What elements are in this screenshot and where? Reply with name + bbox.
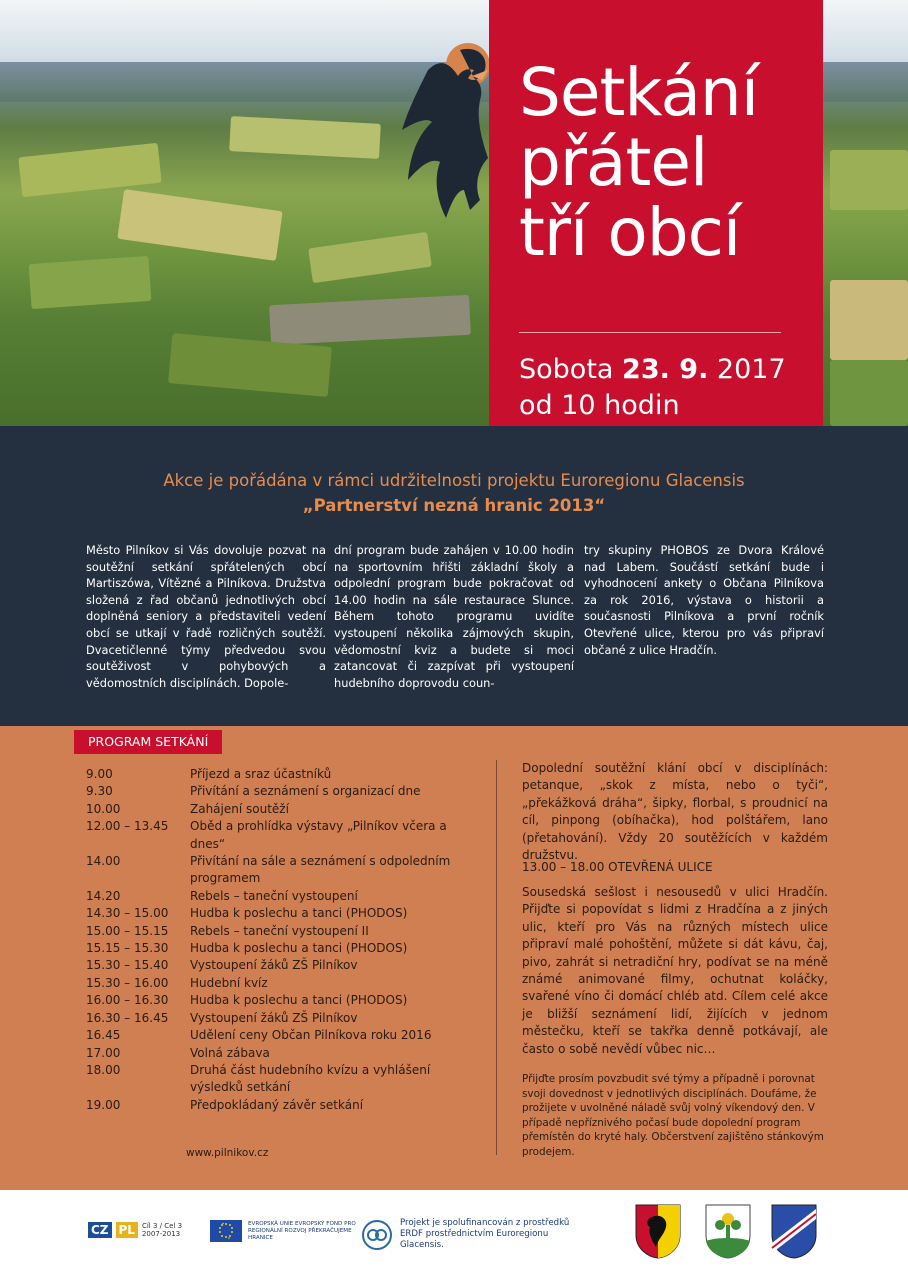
pilnikov-coat-of-arms-icon <box>634 1203 682 1259</box>
program-event: Vystoupení žáků ZŠ Pilníkov <box>190 958 358 973</box>
program-event: Přivítání na sále a seznámení s odpoledním programem <box>190 854 451 886</box>
program-row <box>86 766 466 783</box>
program-row <box>86 818 466 853</box>
program-time: 15.00 – 15.15 <box>86 923 169 938</box>
disciplines-text: Dopolední soutěžní klání obcí v disciplínách: petanque, „skok z místa, nebo o tyči“, „překážková dráha“, šipky, florbal, s proudnicí na cíl, pinpong (obíhačka), hod polštářem, lano (přetahování). Vždy 20 soutěžících v každém družstvu. <box>522 761 828 863</box>
program-row <box>86 905 466 922</box>
program-event: Volná zábava <box>190 1045 270 1060</box>
program-time: 14.00 <box>86 854 121 869</box>
eu-flag-icon <box>210 1220 242 1242</box>
program-time: 12.00 – 13.45 <box>86 819 169 834</box>
program-row <box>86 940 466 957</box>
column-divider <box>496 760 497 1155</box>
program-row <box>86 888 466 905</box>
title-divider <box>519 332 781 333</box>
subtitle-line-2: „Partnerství nezná hranic 2013“ <box>302 496 606 515</box>
event-title <box>519 54 823 271</box>
cz-mark: CZ <box>88 1222 112 1238</box>
program-row <box>86 1045 466 1062</box>
intro-column-3: try skupiny PHOBOS ze Dvora Králové nad Labem. Součástí setkání bude i vyhodnocení ankety o Občana Pilníkova za rok 2016, výstava o historii a současnosti Pilníkova a první ročník Otevřené ulice, kterou pro vás připraví občané z ulice Hradčín. <box>584 543 824 657</box>
program-row <box>86 992 466 1009</box>
program-time: 18.00 <box>86 1062 121 1077</box>
title-line-2: přátel <box>519 124 708 201</box>
website-link[interactable]: www.pilnikov.cz <box>186 1147 269 1159</box>
program-time: 16.45 <box>86 1028 121 1043</box>
program-event: Druhá část hudebního kvízu a vyhlášení výsledků setkání <box>190 1062 431 1095</box>
glacensis-circle-icon <box>362 1220 392 1250</box>
martiszowa-coat-of-arms-icon <box>770 1203 818 1259</box>
program-event: Hudební kvíz <box>190 975 268 990</box>
program-event: Rebels – taneční vystoupení II <box>190 923 369 938</box>
cz-pl-logo <box>88 1222 184 1238</box>
program-time: 10.00 <box>86 801 121 816</box>
intro-subtitle <box>0 468 908 518</box>
program-time: 9.00 <box>86 767 113 781</box>
program-row <box>86 975 466 992</box>
program-event: Přivítání a seznámení s organizací dne <box>190 784 421 799</box>
program-time: 15.30 – 15.40 <box>86 958 169 973</box>
program-time: 15.15 – 15.30 <box>86 941 169 956</box>
open-street-text: Sousedská sešlost i nesousedů v ulici Hradčín. Přijďte si popovídat s lidmi z Hradčína a z jiných ulic, kteří pro Vás na různých místech ulice připraví malé pohoštění, můžete si dát kávu, čaj, pivo, zahrát si netradiční hry, podívat se na méně známé animované filmy, ochutnat koláčky, svařené víno či domácí chléb atd. Cílem celé akce je bližší seznámení lidí, žijících v jednom městečku, kteří se takřka denně potkávají, ale často o sobě nevědí vůbec nic… <box>522 885 828 1056</box>
program-event: Hudba k poslechu a tanci (PHODOS) <box>190 993 408 1008</box>
program-event: Oběd a prohlídka výstavy „Pilníkov včera a dnes“ <box>190 819 447 851</box>
project-text: Projekt je spolufinancován z prostředků ERDF prostřednictvím Euroregionu Glacensis. <box>400 1218 570 1250</box>
eu-text: EVROPSKÁ UNIE EVROPSKÝ FOND PRO REGIONÁLNÍ ROZVOJ PŘEKRAČUJEME HRANICE <box>248 1220 356 1241</box>
event-time: od 10 hodin <box>519 390 680 421</box>
date-year: 2017 <box>716 354 786 385</box>
program-row <box>86 1010 466 1027</box>
program-row <box>86 1097 466 1114</box>
date-prefix: Sobota <box>519 354 614 385</box>
program-row <box>86 1062 466 1097</box>
eu-logo <box>210 1220 358 1242</box>
glacensis-logo <box>362 1218 580 1251</box>
title-line-1: Setkání <box>519 54 759 131</box>
program-row <box>86 783 466 800</box>
program-time: 17.00 <box>86 1045 121 1060</box>
pl-mark: PL <box>116 1222 138 1238</box>
program-row <box>86 923 466 940</box>
title-panel <box>489 0 823 446</box>
program-time: 14.20 <box>86 888 121 903</box>
date-day: 23. 9. <box>622 354 709 385</box>
open-street-heading: 13.00 – 18.00 OTEVŘENÁ ULICE <box>522 860 713 874</box>
program-time: 9.30 <box>86 784 113 799</box>
program-event: Hudba k poslechu a tanci (PHODOS) <box>190 906 408 921</box>
program-time: 16.30 – 16.45 <box>86 1010 169 1025</box>
program-time: 15.30 – 16.00 <box>86 975 169 990</box>
program-row <box>86 1027 466 1044</box>
program-time: 16.00 – 16.30 <box>86 993 169 1008</box>
event-date <box>519 352 786 424</box>
program-event: Rebels – taneční vystoupení <box>190 888 358 903</box>
program-time: 19.00 <box>86 1097 121 1112</box>
vitezna-coat-of-arms-icon <box>704 1203 752 1259</box>
title-line-3: tří obcí <box>519 194 741 271</box>
invitation-note: Přijďte prosím povzbudit své týmy a případně i porovnat svoji dovednost v jednotlivých disciplínách. Doufáme, že prožijete v uvolněné náladě svůj volný víkendový den. V případě nepříznivého počasí bude dopolední program přemístěn do kryté haly. Občerstvení zajištěno stánkovým prodejem. <box>522 1073 824 1158</box>
program-event: Příjezd a sraz účastníků <box>190 767 332 781</box>
program-tag: PROGRAM SETKÁNÍ <box>74 730 222 754</box>
program-event: Vystoupení žáků ZŠ Pilníkov <box>190 1010 358 1025</box>
program-event: Předpokládaný závěr setkání <box>190 1097 364 1112</box>
program-event: Hudba k poslechu a tanci (PHODOS) <box>190 941 408 956</box>
program-event: Udělení ceny Občan Pilníkova roku 2016 <box>190 1028 432 1043</box>
program-list <box>86 766 466 1114</box>
program-row <box>86 853 466 888</box>
czpl-caption: Cíl 3 / Cel 3 2007-2013 <box>141 1222 183 1238</box>
subtitle-line-1: Akce je pořádána v rámci udržitelnosti projektu Euroregionu Glacensis <box>163 471 745 490</box>
intro-column-1: Město Pilníkov si Vás dovoluje pozvat na soutěžní setkání spřátelených obcí Martiszówa, Vítězné a Pilníkova. Družstva složená z řad občanů jednotlivých obcí doplněná seniory a představiteli vedení obcí se utkají v řadě rozličných soutěží. Dvacetičlenné týmy předvedou svou soutěživost v pohybových a vědomostních disciplínách. Dopole- <box>86 543 326 690</box>
program-row <box>86 957 466 974</box>
intro-column-2: dní program bude zahájen v 10.00 hodin na sportovním hřišti základní školy a odpolední program bude pokračovat od 14.00 hodin na sále restaurace Slunce. Během tohoto programu uvidíte vystoupení několika zájmových skupin, vědomostní kviz a budete si moci zatancovat či zazpívat při vystoupení hudebního doprovodu coun- <box>334 543 574 690</box>
program-row <box>86 801 466 818</box>
program-time: 14.30 – 15.00 <box>86 906 169 921</box>
program-event: Zahájení soutěží <box>190 801 289 816</box>
